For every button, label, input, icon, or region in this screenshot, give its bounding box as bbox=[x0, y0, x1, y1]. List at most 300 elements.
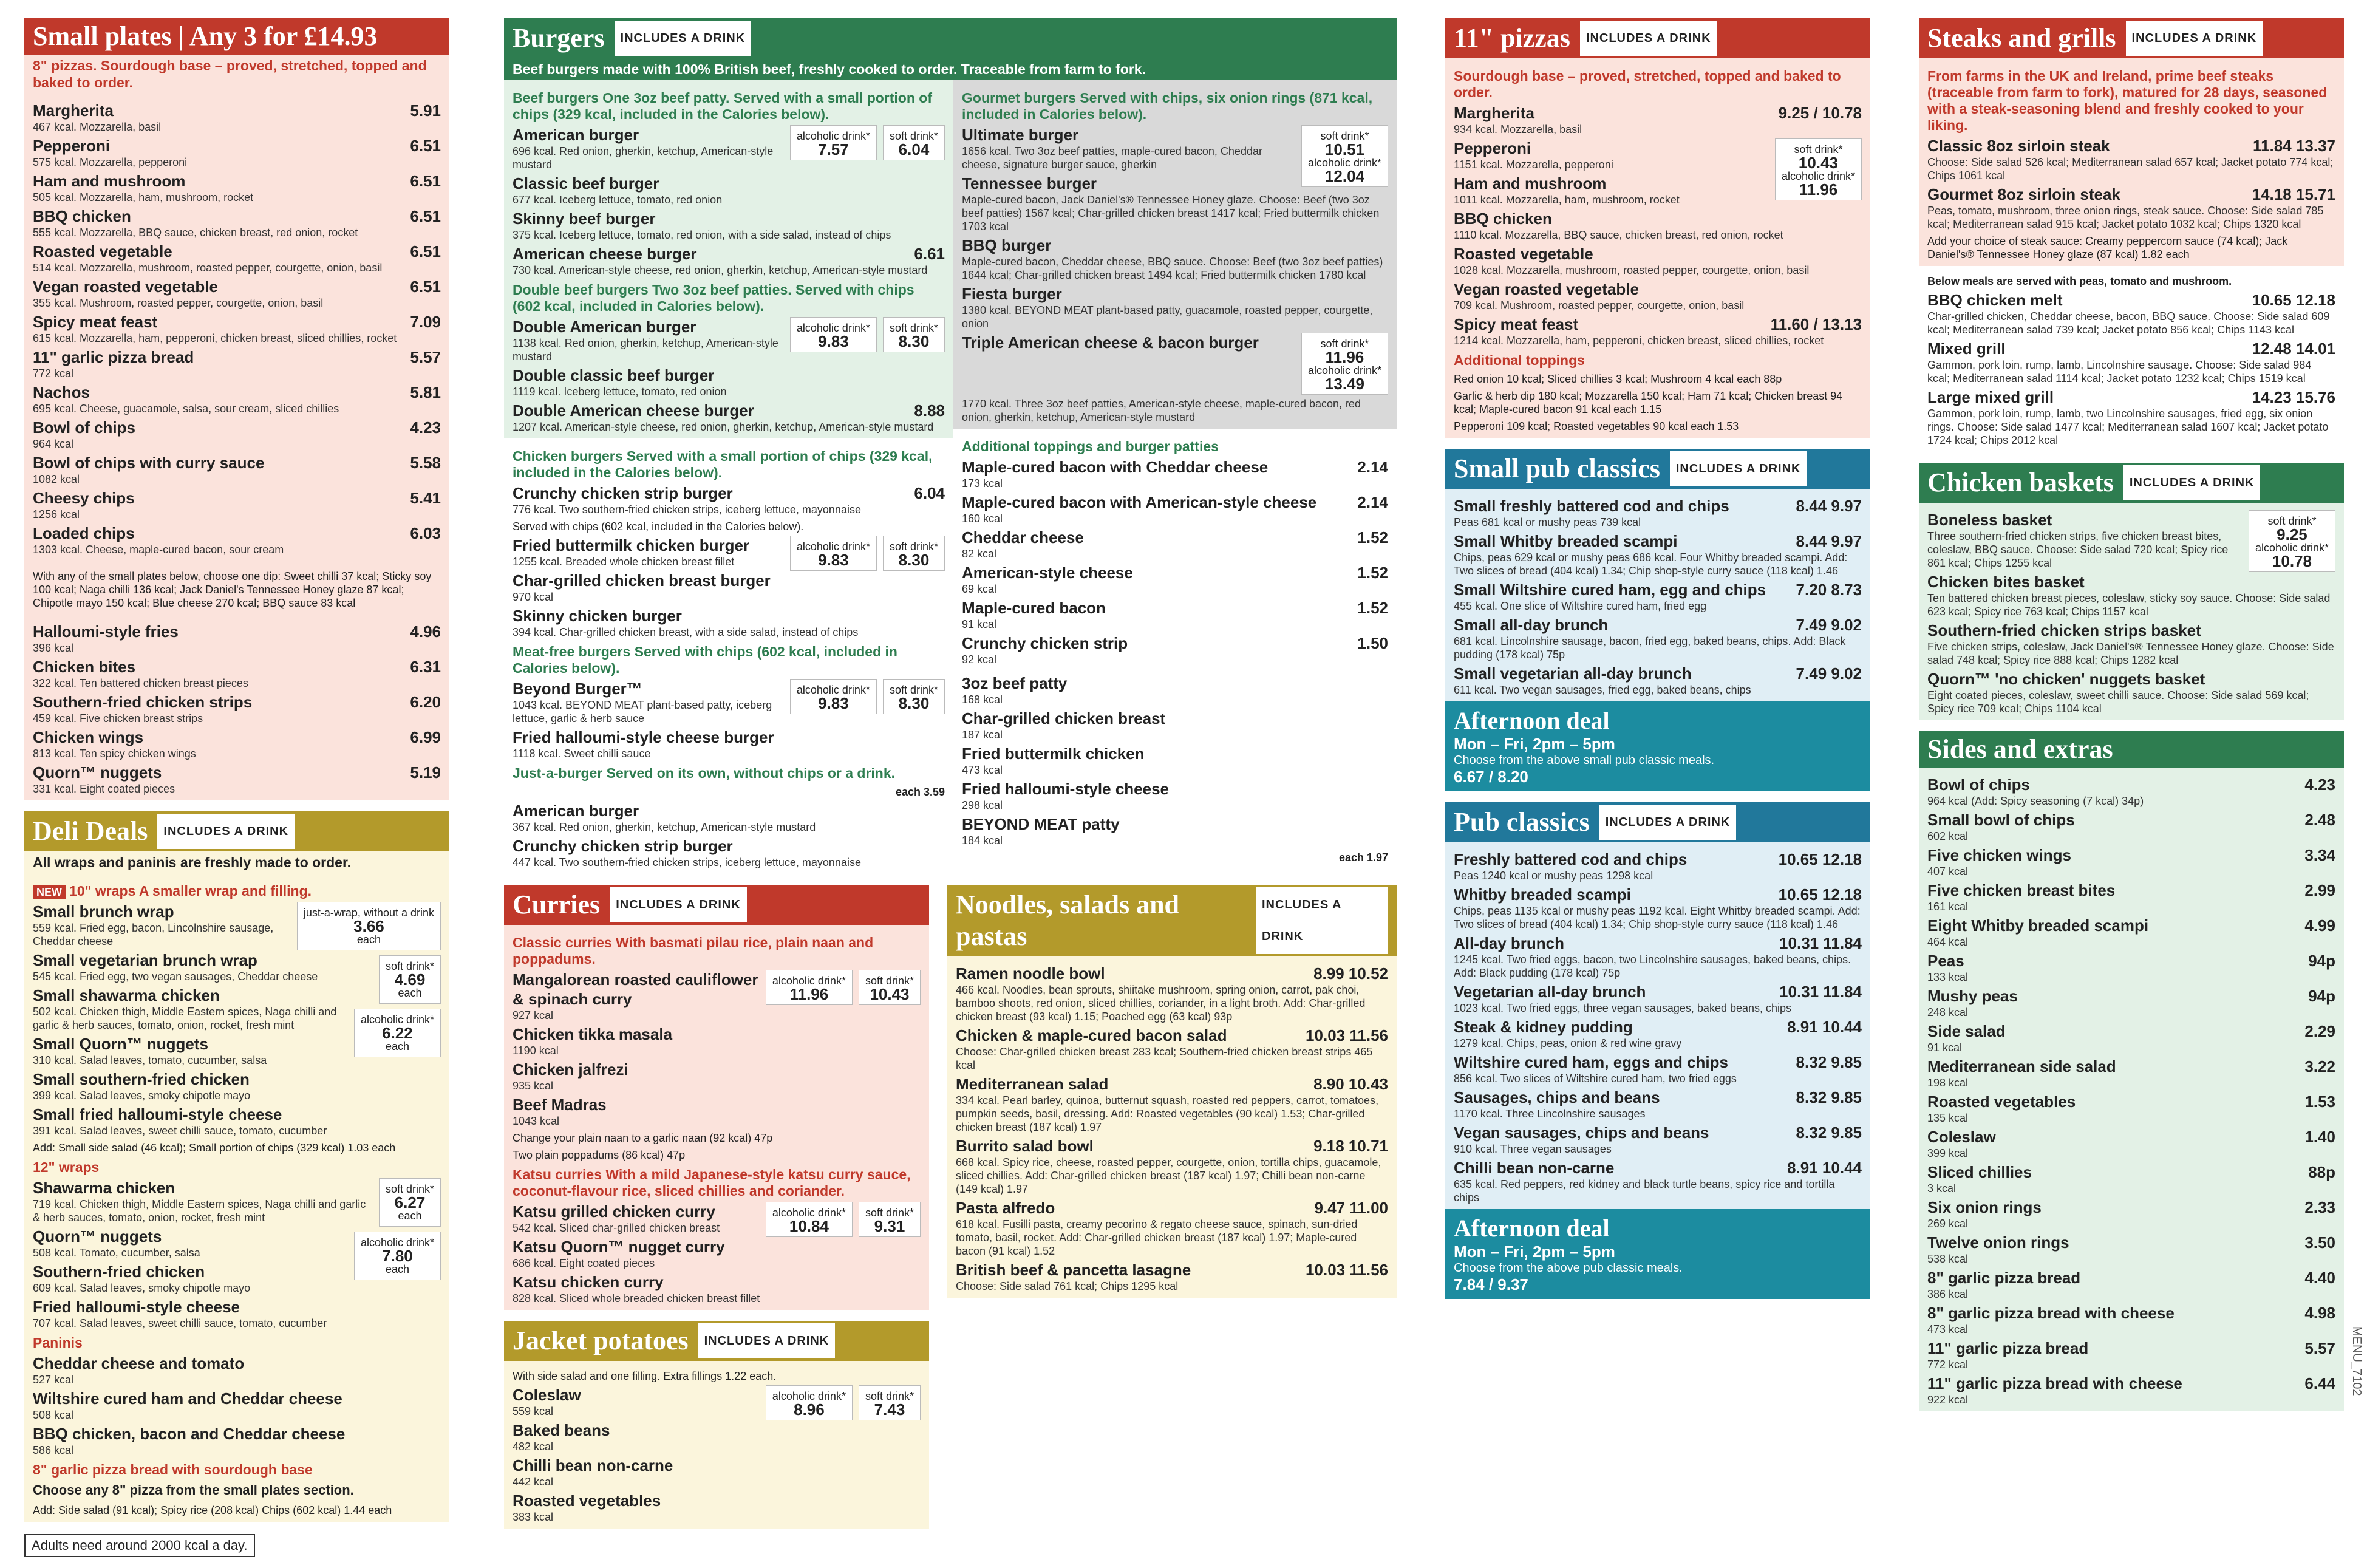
item-name: Double classic beef burger bbox=[513, 366, 715, 384]
menu-item bbox=[513, 1272, 921, 1292]
item-desc: Eight coated pieces, coleslaw, sweet chilli sauce. Choose: Side salad 569 kcal; Spicy rice 709 kcal; Chips 1104 kcal bbox=[1927, 689, 2309, 715]
menu-item bbox=[513, 317, 784, 336]
menu-item bbox=[1454, 279, 1862, 299]
item-name: Bowl of chips with curry sauce bbox=[33, 454, 265, 472]
menu-item bbox=[962, 814, 1388, 834]
item-name: Maple-cured bacon bbox=[962, 599, 1106, 617]
item-name: Ham and mushroom bbox=[33, 172, 186, 190]
soft-price: 8.44 bbox=[1796, 497, 1827, 515]
item-desc: 709 kcal. Mushroom, roasted pepper, courgette, onion, basil bbox=[1454, 299, 1745, 312]
item-desc: 1170 kcal. Three Lincolnshire sausages bbox=[1454, 1108, 1646, 1120]
menu-item bbox=[513, 1456, 921, 1475]
item-name: British beef & pancetta lasagne bbox=[956, 1261, 1191, 1279]
soft-price: 14.23 bbox=[2252, 388, 2292, 406]
item-price: 4.40 bbox=[2304, 1269, 2335, 1287]
menu-item bbox=[962, 236, 1388, 255]
menu-item bbox=[33, 312, 441, 332]
item-desc: 813 kcal. Ten spicy chicken wings bbox=[33, 748, 196, 760]
item-name: Chicken & maple-cured bacon salad bbox=[956, 1026, 1227, 1045]
item-desc: 473 kcal bbox=[1927, 1323, 1969, 1335]
item-price: 2.99 bbox=[2304, 881, 2335, 899]
soft-price: 14.18 bbox=[2252, 185, 2292, 203]
curries-section bbox=[504, 885, 929, 1310]
item-price: 3.50 bbox=[2304, 1233, 2335, 1252]
item-name: Pepperoni bbox=[33, 137, 111, 155]
item-name: Small Wiltshire cured ham, egg and chips bbox=[1454, 581, 1766, 599]
menu-item bbox=[962, 744, 1388, 763]
item-price: 94p bbox=[2308, 952, 2335, 970]
item-desc: 1118 kcal. Sweet chilli sauce bbox=[513, 748, 651, 760]
item-name: Classic 8oz sirloin steak bbox=[1927, 137, 2110, 155]
item-price: 3.34 bbox=[2304, 846, 2335, 864]
item-desc: 545 kcal. Fried egg, two vegan sausages, Cheddar cheese bbox=[33, 970, 318, 983]
item-desc: 375 kcal. Iceberg lettuce, tomato, red onion, with a side salad, instead of chips bbox=[513, 229, 891, 241]
item-desc: 91 kcal bbox=[1927, 1041, 1963, 1054]
item-name: Fried halloumi-style cheese bbox=[962, 780, 1170, 798]
paninis-heading: Paninis bbox=[33, 1335, 83, 1351]
section-subtitle: All wraps and paninis are freshly made to order. bbox=[33, 854, 352, 870]
menu-item bbox=[1454, 1088, 1862, 1107]
item-desc: 160 kcal bbox=[962, 513, 1003, 525]
item-price bbox=[1307, 1074, 1388, 1094]
item-name: Bowl of chips bbox=[1927, 775, 2030, 794]
pizza-sub: Sourdough base – proved, stretched, topped and baked to order. bbox=[1454, 68, 1841, 100]
menu-item bbox=[513, 1385, 760, 1405]
item-name: Roasted vegetable bbox=[1454, 245, 1593, 263]
item-price bbox=[2246, 387, 2335, 407]
item-price: 2.14 bbox=[1357, 458, 1388, 476]
menu-item bbox=[513, 1024, 921, 1044]
item-name: 11" garlic pizza bread bbox=[1927, 1339, 2089, 1357]
item-desc: 1256 kcal bbox=[33, 508, 80, 520]
menu-item bbox=[1927, 136, 2335, 155]
item-desc: Gammon, pork loin, rump, lamb, two Lincolnshire sausages, fried egg, six onion rings. Choose: Side salad 1477 kcal; Mediterranean salad 1607 kcal; Jacket potato 1724 kcal; Chips 2012 kcal bbox=[1927, 407, 2329, 446]
item-name: American burger bbox=[513, 126, 639, 144]
menu-item: Spicy meat feast 11.60 / 13.13 bbox=[1454, 315, 1862, 333]
item-desc: 1770 kcal. Three 3oz beef patties, American-style cheese, maple-cured bacon, red onion, gherkin, ketchup, American-style mustard bbox=[962, 398, 1361, 423]
item-name: 3oz beef patty bbox=[962, 674, 1068, 692]
item-desc: 635 kcal. Red peppers, red kidney and black turtle beans, spicy rice and tortilla chips bbox=[1454, 1178, 1835, 1204]
jacket-section bbox=[504, 1321, 929, 1529]
item-desc: 355 kcal. Mushroom, roasted pepper, courgette, onion, basil bbox=[33, 297, 324, 309]
item-desc: 542 kcal. Sliced char-grilled chicken breast bbox=[513, 1222, 720, 1234]
item-desc: 559 kcal bbox=[513, 1405, 554, 1417]
item-name: Double American burger bbox=[513, 318, 696, 336]
item-desc: 198 kcal bbox=[1927, 1077, 1969, 1089]
item-name: Freshly battered cod and chips bbox=[1454, 850, 1688, 868]
item-desc: 1028 kcal. Mozzarella, mushroom, roasted pepper, courgette, onion, basil bbox=[1454, 264, 1810, 276]
item-desc: 383 kcal bbox=[513, 1511, 554, 1523]
item-name: Fried halloumi-style cheese burger bbox=[513, 728, 774, 746]
soft-price: 9.18 bbox=[1313, 1137, 1344, 1155]
menu-item bbox=[513, 366, 945, 385]
just-price: each 3.59 bbox=[895, 786, 945, 798]
patty-price: each 1.97 bbox=[1338, 851, 1388, 864]
item-desc: Maple-cured bacon, Cheddar cheese, BBQ sauce. Choose: Beef (two 3oz beef patties) 1644 kcal; Char-grilled chicken breast 1494 kcal; Fried buttermilk chicken 1780 kcal bbox=[962, 256, 1383, 281]
chicken-heading: Chicken burgers Served with a small portion of chips (329 kcal, included in the Calories below). bbox=[513, 448, 933, 480]
item-desc: 1110 kcal. Mozzarella, BBQ sauce, chicken breast, red onion, rocket bbox=[1454, 229, 1783, 241]
item-desc: Choose: Char-grilled chicken breast 283 kcal; Southern-fried chicken breast strips 465 kcal bbox=[956, 1046, 1373, 1071]
item-name: Fried buttermilk chicken bbox=[962, 745, 1145, 763]
price-box: soft drink* 10.43 bbox=[859, 970, 921, 1005]
price-box: soft drink* 6.27 each bbox=[379, 1178, 441, 1227]
naan-note: Change your plain naan to a garlic naan (92 kcal) 47p bbox=[513, 1132, 773, 1144]
menu-item bbox=[33, 1424, 441, 1444]
price-box: alcoholic drink* 6.22 each bbox=[354, 1009, 441, 1057]
item-price: 6.31 bbox=[410, 658, 441, 676]
item-name: Pasta alfredo bbox=[956, 1199, 1055, 1217]
item-price: 1.53 bbox=[2304, 1092, 2335, 1111]
item-name: Crunchy chicken strip burger bbox=[513, 837, 733, 855]
menu-item bbox=[1927, 951, 2335, 970]
price-box: soft drink* 9.31 bbox=[859, 1202, 921, 1237]
item-price bbox=[2246, 339, 2335, 358]
item-name: American-style cheese bbox=[962, 564, 1133, 582]
classic-heading: Classic curries With basmati pilau rice, plain naan and poppadums. bbox=[513, 935, 874, 967]
menu-item bbox=[956, 1074, 1388, 1094]
item-name: 8" garlic pizza bread bbox=[1927, 1269, 2081, 1287]
price-box: soft drink* 8.30 bbox=[883, 536, 945, 571]
menu-item bbox=[33, 692, 441, 712]
item-desc: Gammon, pork loin, rump, lamb, Lincolnshire sausage. Choose: Side salad 984 kcal; Mediterranean salad 1114 kcal; Jacket potato 1232 kcal; Chips 1519 kcal bbox=[1927, 359, 2312, 384]
menu-item bbox=[33, 622, 441, 641]
item-desc: 331 kcal. Eight coated pieces bbox=[33, 783, 175, 795]
item-desc: 1190 kcal bbox=[513, 1045, 559, 1057]
item-name: Classic beef burger bbox=[513, 174, 659, 193]
item-desc: 618 kcal. Fusilli pasta, creamy pecorino & regato cheese sauce, spinach, sun-dried tomato, basil, rocket. Add: Char-grilled chicken breast (187 kcal) 1.97; Maple-cured bacon (91 kcal) 1.52 bbox=[956, 1218, 1358, 1257]
item-name: Vegan sausages, chips and beans bbox=[1454, 1123, 1709, 1142]
item-name: Katsu grilled chicken curry bbox=[513, 1202, 715, 1221]
item-desc: 615 kcal. Mozzarella, ham, pepperoni, chicken breast, sliced chillies, rocket bbox=[33, 332, 397, 344]
item-desc: 828 kcal. Sliced whole breaded chicken breast fillet bbox=[513, 1292, 760, 1304]
soft-price: 7.20 bbox=[1796, 581, 1827, 599]
menu-item bbox=[33, 986, 373, 1005]
section-title: Jacket potatoes INCLUDES A DRINK bbox=[504, 1321, 929, 1361]
menu-item bbox=[513, 1095, 921, 1114]
extras-list bbox=[962, 457, 1388, 666]
menu-item bbox=[962, 457, 1388, 477]
item-price bbox=[1309, 1198, 1388, 1218]
item-price: 5.19 bbox=[410, 763, 441, 782]
item-name: American burger bbox=[513, 802, 639, 820]
alc-price: 11.56 bbox=[1349, 1261, 1388, 1279]
item-name: 11" garlic pizza bread bbox=[33, 348, 194, 366]
item-desc: 482 kcal bbox=[513, 1440, 554, 1453]
alc-price: 9.02 bbox=[1831, 664, 1862, 683]
item-desc: Peas, tomato, mushroom, three onion rings, steak sauce. Choose: Side salad 785 kcal; Mediterranean salad 915 kcal; Jacket potato 1032 kcal; Chips 1320 kcal bbox=[1927, 205, 2324, 230]
item-price bbox=[1773, 933, 1862, 953]
item-desc: 1023 kcal. Two fried eggs, three vegan sausages, baked beans, chips bbox=[1454, 1002, 1792, 1014]
menu-item bbox=[1927, 339, 2335, 358]
item-price bbox=[1307, 1136, 1388, 1156]
item-price bbox=[1781, 1017, 1862, 1037]
item-desc: 719 kcal. Chicken thigh, Middle Eastern spices, Naga chilli and garlic & herb sauces, tomato, onion, rocket, fresh mint bbox=[33, 1198, 366, 1224]
price-box: soft drink* 9.25 alcoholic drink* 10.78 bbox=[2249, 510, 2335, 572]
item-price: 7.09 bbox=[410, 313, 441, 331]
item-price: 5.81 bbox=[410, 383, 441, 401]
item-price: 4.23 bbox=[410, 418, 441, 437]
item-name: Wiltshire cured ham and Cheddar cheese bbox=[33, 1389, 342, 1408]
section-subtitle: 8" pizzas. Sourdough base – proved, stretched, topped and baked to order. bbox=[33, 58, 427, 90]
item-name: Loaded chips bbox=[33, 524, 135, 542]
menu-item bbox=[1927, 1338, 2335, 1358]
section-title: Chicken baskets INCLUDES A DRINK bbox=[1919, 463, 2344, 503]
section-title: Small plates | Any 3 for £14.93 bbox=[24, 18, 449, 55]
alc-price: 10.44 bbox=[1822, 1159, 1862, 1177]
item-desc: 575 kcal. Mozzarella, pepperoni bbox=[33, 156, 188, 168]
item-desc: Chips, peas 1135 kcal or mushy peas 1192 kcal. Eight Whitby breaded scampi. Add: Two slices of bread (404 kcal) 1.34; Chip shop-style curry sauce (118 kcal) 1.46 bbox=[1454, 905, 1861, 930]
item-price bbox=[1790, 615, 1862, 635]
section-title: Steaks and grills INCLUDES A DRINK bbox=[1919, 18, 2344, 58]
column-3 bbox=[1445, 18, 1870, 1310]
menu-item bbox=[956, 1026, 1388, 1045]
baskets-section bbox=[1919, 463, 2344, 720]
menu-item bbox=[1927, 1127, 2335, 1147]
item-name: Ham and mushroom bbox=[1454, 174, 1607, 193]
menu-item bbox=[513, 174, 945, 193]
wraps12-heading: 12" wraps bbox=[33, 1159, 100, 1175]
item-desc: 394 kcal. Char-grilled chicken breast, with a side salad, instead of chips bbox=[513, 626, 859, 638]
menu-item bbox=[1927, 775, 2335, 794]
alc-price: 10.43 bbox=[1348, 1075, 1388, 1093]
grills-list bbox=[1927, 290, 2335, 447]
item-desc: 447 kcal. Two southern-fried chicken strips, iceberg lettuce, mayonnaise bbox=[513, 856, 861, 868]
menu-item bbox=[1454, 174, 1769, 193]
item-desc: 1380 kcal. BEYOND MEAT plant-based patty, guacamole, roasted pepper, courgette, onion bbox=[962, 304, 1373, 330]
menu-item bbox=[33, 1354, 441, 1373]
menu-item bbox=[33, 1034, 348, 1054]
menu-item bbox=[962, 563, 1388, 582]
item-desc: 1151 kcal. Mozzarella, pepperoni bbox=[1454, 159, 1613, 171]
item-desc: 772 kcal bbox=[1927, 1358, 1969, 1371]
item-name: Peas bbox=[1927, 952, 1964, 970]
item-desc: Choose: Side salad 526 kcal; Mediterranean salad 657 kcal; Jacket potato 774 kcal; Chips 1061 kcal bbox=[1927, 156, 2334, 182]
menu-item bbox=[33, 1069, 441, 1089]
item-name: BBQ chicken melt bbox=[1927, 291, 2063, 309]
price-box: soft drink* 10.43 alcoholic drink* 11.96 bbox=[1775, 138, 1862, 200]
toppings-note: Pepperoni 109 kcal; Roasted vegetables 90 kcal each 1.53 bbox=[1454, 420, 1739, 432]
menu-item bbox=[513, 1237, 760, 1256]
alc-price: 11.84 bbox=[1823, 934, 1862, 952]
item-name: Sliced chillies bbox=[1927, 1163, 2032, 1181]
menu-item bbox=[1927, 1233, 2335, 1252]
item-desc: 396 kcal bbox=[33, 642, 74, 654]
menu-item bbox=[1927, 621, 2335, 640]
item-price: 6.51 bbox=[410, 137, 441, 155]
alc-price: 10.44 bbox=[1822, 1018, 1862, 1036]
soft-price: 8.44 bbox=[1796, 532, 1827, 550]
item-desc: 508 kcal bbox=[33, 1409, 74, 1421]
item-desc: 459 kcal. Five chicken breast strips bbox=[33, 712, 203, 724]
item-desc: 1119 kcal. Iceberg lettuce, tomato, red onion bbox=[513, 386, 727, 398]
item-desc: 910 kcal. Three vegan sausages bbox=[1454, 1143, 1612, 1155]
item-desc: 269 kcal bbox=[1927, 1218, 1969, 1230]
item-name: Vegan roasted vegetable bbox=[33, 278, 218, 296]
menu-item bbox=[33, 453, 441, 472]
item-name: Small all-day brunch bbox=[1454, 616, 1609, 634]
small-pub-section bbox=[1445, 449, 1870, 791]
item-desc: 473 kcal bbox=[962, 764, 1003, 776]
item-desc: 1214 kcal. Mozzarella, ham, pepperoni, chicken breast, sliced chillies, rocket bbox=[1454, 335, 1824, 347]
item-desc: 161 kcal bbox=[1927, 901, 1969, 913]
extras-heading: Additional toppings and burger patties bbox=[962, 438, 1219, 454]
wraps10-heading: NEW 10" wraps A smaller wrap and filling. bbox=[33, 883, 441, 899]
alc-price: 12.18 bbox=[2295, 291, 2335, 309]
item-name: Maple-cured bacon with American-style cheese bbox=[962, 493, 1317, 511]
item-desc: 964 kcal bbox=[33, 438, 74, 450]
item-desc: 527 kcal bbox=[33, 1374, 74, 1386]
item-name: Roasted vegetable bbox=[33, 242, 172, 261]
menu-item bbox=[1454, 1017, 1862, 1037]
item-name: Char-grilled chicken breast burger bbox=[513, 571, 771, 590]
soft-price: 9.47 bbox=[1314, 1199, 1346, 1217]
item-desc: 91 kcal bbox=[962, 618, 997, 630]
menu-item bbox=[962, 284, 1388, 304]
item-name: Southern-fried chicken bbox=[33, 1263, 205, 1281]
menu-item bbox=[513, 1060, 921, 1079]
item-desc: Choose: Side salad 761 kcal; Chips 1295 kcal bbox=[956, 1280, 1179, 1292]
menu-item bbox=[1454, 850, 1862, 869]
noodles-section bbox=[947, 885, 1397, 1298]
price-box: just-a-wrap, without a drink 3.66 each bbox=[297, 902, 441, 950]
item-desc: 707 kcal. Salad leaves, sweet chilli sauce, tomato, cucumber bbox=[33, 1317, 327, 1329]
section-subtitle: Beef burgers made with 100% British beef, freshly cooked to order. Traceable from farm to fork. bbox=[504, 58, 1397, 80]
soft-price: 8.90 bbox=[1313, 1075, 1344, 1093]
item-desc: 399 kcal. Salad leaves, smoky chipotle mayo bbox=[33, 1089, 251, 1102]
item-price bbox=[2246, 185, 2335, 204]
item-desc: 922 kcal bbox=[1927, 1394, 1969, 1406]
price-box: soft drink* 11.96 alcoholic drink* 13.49 bbox=[1301, 333, 1388, 395]
pizza-note-2: Choose any 8" pizza from the small plates section. bbox=[33, 1482, 354, 1498]
menu-item bbox=[33, 101, 441, 120]
menu-item bbox=[1454, 138, 1769, 158]
item-name: Whitby breaded scampi bbox=[1454, 885, 1631, 904]
menu-item bbox=[1927, 1268, 2335, 1287]
item-desc: 168 kcal bbox=[962, 694, 1003, 706]
item-desc: Peas 1240 kcal or mushy peas 1298 kcal bbox=[1454, 870, 1653, 882]
menu-item bbox=[1927, 1021, 2335, 1041]
item-price: 1.52 bbox=[1357, 528, 1388, 547]
item-name: Six onion rings bbox=[1927, 1198, 2042, 1216]
item-price bbox=[2247, 136, 2335, 155]
item-name: Cheddar cheese and tomato bbox=[33, 1354, 245, 1372]
item-desc: 677 kcal. Iceberg lettuce, tomato, red onion bbox=[513, 194, 723, 206]
item-name: BBQ chicken bbox=[1454, 210, 1552, 228]
menu-item: Crunchy chicken strip burger 6.04 bbox=[513, 484, 945, 502]
menu-item bbox=[962, 528, 1388, 547]
item-name: Beyond Burger™ bbox=[513, 680, 642, 698]
pub-section bbox=[1445, 802, 1870, 1299]
sides-list bbox=[1919, 768, 2344, 1411]
small-pub-list bbox=[1445, 489, 1870, 701]
price-box: alcoholic drink* 9.83 bbox=[790, 536, 877, 571]
soft-price: 12.48 bbox=[2252, 339, 2292, 358]
item-desc: 514 kcal. Mozzarella, mushroom, roasted pepper, courgette, onion, basil bbox=[33, 262, 383, 274]
item-price: 3.22 bbox=[2304, 1057, 2335, 1075]
item-desc: 391 kcal. Salad leaves, sweet chilli sauce, tomato, cucumber bbox=[33, 1125, 327, 1137]
item-desc: 1279 kcal. Chips, peas, onion & red wine gravy bbox=[1454, 1037, 1682, 1049]
menu-item bbox=[1927, 810, 2335, 830]
section-title: Small pub classics INCLUDES A DRINK bbox=[1445, 449, 1870, 489]
price-box: alcoholic drink* 10.84 bbox=[766, 1202, 853, 1237]
price-box: alcoholic drink* 11.96 bbox=[766, 970, 853, 1005]
item-price: 5.57 bbox=[410, 348, 441, 366]
gourmet-heading: Gourmet burgers Served with chips, six onion rings (871 kcal, included in Calories below). bbox=[962, 90, 1373, 122]
alc-price: 11.84 bbox=[1823, 983, 1862, 1001]
alc-price: 9.85 bbox=[1831, 1053, 1862, 1071]
item-price: 6.51 bbox=[410, 207, 441, 225]
afternoon-deal: Afternoon deal Mon – Fri, 2pm – 5pm Choose from the above small pub classic meals. 6.67 / 8.20 bbox=[1445, 701, 1870, 791]
menu-item bbox=[1454, 933, 1862, 953]
item-name: Steak & kidney pudding bbox=[1454, 1018, 1633, 1036]
item-desc: 1303 kcal. Cheese, maple-cured bacon, sour cream bbox=[33, 544, 284, 556]
alc-price: 15.71 bbox=[2295, 185, 2335, 203]
item-desc: 1043 kcal bbox=[513, 1115, 560, 1127]
menu-item bbox=[1454, 664, 1862, 683]
item-price: 4.99 bbox=[2304, 916, 2335, 935]
menu-item bbox=[1454, 580, 1862, 599]
item-name: BBQ chicken bbox=[33, 207, 131, 225]
soft-price: 10.65 bbox=[1778, 885, 1818, 904]
price-box: soft drink* 4.69 each bbox=[379, 955, 441, 1004]
item-name: Mangalorean roasted cauliflower & spinach curry bbox=[513, 970, 758, 1008]
alc-price: 9.85 bbox=[1831, 1088, 1862, 1106]
menu-item bbox=[1927, 387, 2335, 407]
item-name: Fried halloumi-style cheese bbox=[33, 1298, 240, 1316]
item-price: 2.33 bbox=[2304, 1198, 2335, 1216]
sides-section bbox=[1919, 731, 2344, 1411]
menu-item bbox=[33, 488, 441, 508]
menu-item bbox=[956, 1260, 1388, 1280]
item-name: Chilli bean non-carne bbox=[1454, 1159, 1615, 1177]
menu-item bbox=[1927, 572, 2243, 591]
item-desc: 935 kcal bbox=[513, 1080, 554, 1092]
item-name: Tennessee burger bbox=[962, 174, 1097, 193]
menu-item bbox=[513, 1202, 760, 1221]
item-desc: 248 kcal bbox=[1927, 1006, 1969, 1018]
item-desc: Ten battered chicken breast pieces, coleslaw, sticky soy sauce. Choose: Side salad 623 kcal; Spicy rice 763 kcal; Chips 1157 kcal bbox=[1927, 592, 2331, 618]
item-price bbox=[1299, 1260, 1388, 1280]
item-name: Fiesta burger bbox=[962, 285, 1062, 303]
price-box: soft drink* 8.30 bbox=[883, 679, 945, 714]
price-box: alcoholic drink* 7.57 bbox=[790, 125, 877, 160]
item-price bbox=[1773, 982, 1862, 1001]
item-desc: Five chicken strips, coleslaw, Jack Daniel's® Tennessee Honey glaze. Choose: Side salad 748 kcal; Spicy rice 888 kcal; Chips 1282 kcal bbox=[1927, 641, 2334, 666]
jacket-sub: With side salad and one filling. Extra fillings 1.22 each. bbox=[513, 1370, 777, 1382]
item-desc: 1082 kcal bbox=[33, 473, 80, 485]
item-name: Skinny chicken burger bbox=[513, 607, 682, 625]
price-box: alcoholic drink* 9.83 bbox=[790, 679, 877, 714]
poppadum-note: Two plain poppadums (86 kcal) 47p bbox=[513, 1149, 686, 1161]
item-name: Large mixed grill bbox=[1927, 388, 2054, 406]
item-desc: 399 kcal bbox=[1927, 1147, 1969, 1159]
steaks-list bbox=[1927, 136, 2335, 231]
item-price bbox=[1773, 885, 1862, 904]
menu-item: Double American cheese burger 8.88 bbox=[513, 401, 945, 420]
kcal-footnote: Adults need around 2000 kcal a day. bbox=[24, 1534, 255, 1557]
meatfree-list bbox=[513, 679, 945, 760]
alc-price: 9.85 bbox=[1831, 1123, 1862, 1142]
double-heading: Double beef burgers Two 3oz beef patties. Served with chips (602 kcal, included in Calories below). bbox=[513, 282, 914, 314]
soft-price: 8.32 bbox=[1796, 1123, 1827, 1142]
menu-item: American cheese burger 6.61 bbox=[513, 245, 945, 263]
item-desc: 464 kcal bbox=[1927, 936, 1969, 948]
item-name: Coleslaw bbox=[1927, 1128, 1996, 1146]
item-desc: 92 kcal bbox=[962, 653, 997, 666]
item-name: 11" garlic pizza bread with cheese bbox=[1927, 1374, 2182, 1392]
item-price: 4.96 bbox=[410, 622, 441, 641]
menu-item bbox=[1454, 615, 1862, 635]
